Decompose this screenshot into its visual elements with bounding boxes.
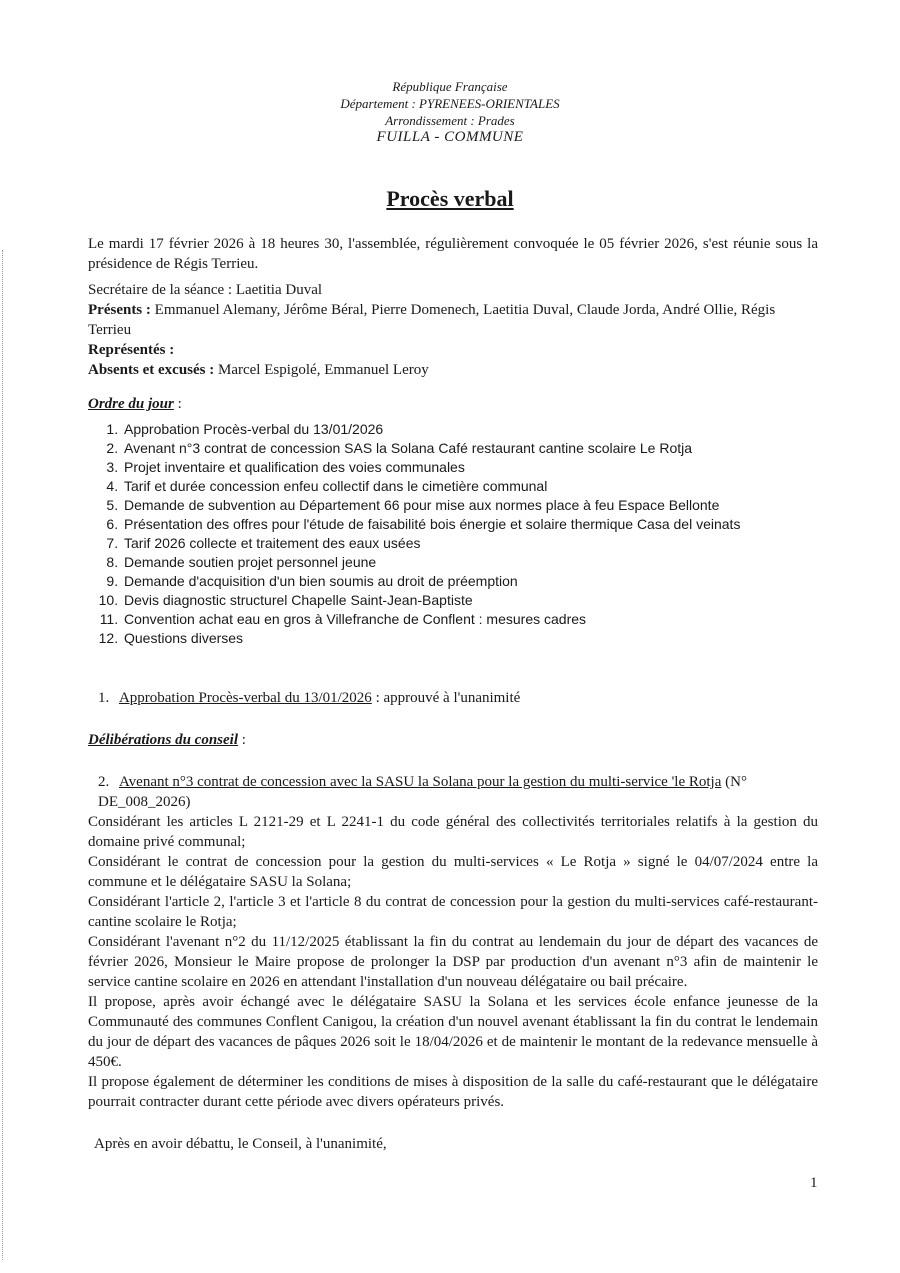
agenda-item: 10. Devis diagnostic structurel Chapelle Saint-Jean-Baptiste xyxy=(122,591,818,610)
item2-paragraph: Considérant le contrat de concession pour la gestion du multi-services « Le Rotja » signé le 04/07/2024 entre la commune et le délégataire SASU la Solana; xyxy=(88,854,818,890)
scan-edge-artifact xyxy=(2,250,4,1260)
page-title: Procès verbal xyxy=(386,186,514,211)
absents-label: Absents et excusés : xyxy=(88,362,215,378)
absents-line xyxy=(88,360,818,380)
item2-number: 2. xyxy=(98,774,110,790)
item2-paragraph: Il propose, après avoir échangé avec le délégataire SASU la Solana et les services école enfance jeunesse de la Communauté des communes Conflent Canigou, la création d'un nouvel avenant établissant la fin du contrat le lendemain du jour de départ des vacances de pâques 2026 soit le 18/04/2026 et de maintenir le montant de la redevance mensuelle à 450€. xyxy=(88,994,818,1070)
deliberations-heading xyxy=(88,730,818,750)
agenda-item: 2. Avenant n°3 contrat de concession SAS la Solana Café restaurant cantine scolaire Le Rotja xyxy=(122,439,818,458)
agenda-item: 4. Tarif et durée concession enfeu collectif dans le cimetière communal xyxy=(122,477,818,496)
header-arrondissement: Arrondissement : Prades xyxy=(385,113,515,128)
item2-line xyxy=(88,772,818,812)
agenda-list xyxy=(88,420,818,648)
agenda-item: 3. Projet inventaire et qualification des voies communales xyxy=(122,458,818,477)
deliberations-title: Délibérations du conseil xyxy=(88,732,239,748)
deliberations-title-suffix: : xyxy=(238,732,246,748)
intro-paragraph: Le mardi 17 février 2026 à 18 heures 30, l'assemblée, régulièrement convoquée le 05 février 2026, s'est réunie sous la présidence de Régis Terrieu. xyxy=(88,236,818,272)
agenda-item: 1. Approbation Procès-verbal du 13/01/2026 xyxy=(122,420,818,439)
item2-paragraph: Considérant l'article 2, l'article 3 et l'article 8 du contrat de concession pour la gestion du multi-services café-restaurant-cantine scolaire le Rotja; xyxy=(88,894,818,930)
presents-line xyxy=(88,300,818,340)
agenda-item: 8. Demande soutien projet personnel jeune xyxy=(122,553,818,572)
agenda-item: 7. Tarif 2026 collecte et traitement des eaux usées xyxy=(122,534,818,553)
agenda-item: 9. Demande d'acquisition d'un bien soumis au droit de préemption xyxy=(122,572,818,591)
agenda-item: 11. Convention achat eau en gros à Villefranche de Conflent : mesures cadres xyxy=(122,610,818,629)
represented-line xyxy=(88,340,818,360)
agenda-title-suffix: : xyxy=(173,396,182,412)
item2-paragraph: Il propose également de déterminer les conditions de mises à disposition de la salle du café-restaurant que le délégataire pourrait contracter durant cette période avec divers opérateurs privés. xyxy=(88,1074,818,1110)
item2-conclusion: Après en avoir débattu, le Conseil, à l'unanimité, xyxy=(94,1136,387,1152)
document-body xyxy=(88,234,818,1154)
header-department: Département : PYRENEES-ORIENTALES xyxy=(340,96,560,111)
document-header xyxy=(0,78,900,146)
agenda-title: Ordre du jour xyxy=(88,396,174,412)
agenda-item: 6. Présentation des offres pour l'étude de faisabilité bois énergie et solaire thermique Casa del veinats xyxy=(122,515,818,534)
agenda-item: 5. Demande de subvention au Département 66 pour mise aux normes place à feu Espace Bellonte xyxy=(122,496,818,515)
absents-names: Marcel Espigolé, Emmanuel Leroy xyxy=(214,362,429,378)
item2-title: Avenant n°3 contrat de concession avec la SASU la Solana pour la gestion du multi-service 'le Rotja xyxy=(118,774,722,790)
page-number: 1 xyxy=(810,1175,818,1191)
item2-paragraph: Considérant les articles L 2121-29 et L 2241-1 du code général des collectivités territoriales relatifs à la gestion du domaine privé communal; xyxy=(88,814,818,850)
presents-label: Présents : xyxy=(88,302,151,318)
header-republic: République Française xyxy=(392,79,508,94)
item1-result: : approuvé à l'unanimité xyxy=(371,690,521,706)
secretary-line: Secrétaire de la séance : Laetitia Duval xyxy=(88,282,323,298)
item2-paragraph: Considérant l'avenant n°2 du 11/12/2025 établissant la fin du contrat au lendemain du jour de départ des vacances de février 2026, Monsieur le Maire propose de prolonger la DSP par production d'un avenant n°3 afin de maintenir le service cantine scolaire en 2026 en attendant l'installation d'un nouveau délégataire ou bail précaire. xyxy=(88,934,818,990)
agenda-item: 12. Questions diverses xyxy=(122,629,818,648)
item1-number: 1. xyxy=(98,690,110,706)
item1-title: Approbation Procès-verbal du 13/01/2026 xyxy=(118,690,372,706)
item1-line xyxy=(88,688,818,708)
presents-names: Emmanuel Alemany, Jérôme Béral, Pierre Domenech, Laetitia Duval, Claude Jorda, André Ollie, Régis Terrieu xyxy=(88,302,776,338)
agenda-heading xyxy=(88,394,818,414)
header-commune: FUILLA - COMMUNE xyxy=(376,129,524,145)
item2-ref: (N° DE_008_2026) xyxy=(98,774,747,810)
represented-label: Représentés : xyxy=(88,342,175,358)
